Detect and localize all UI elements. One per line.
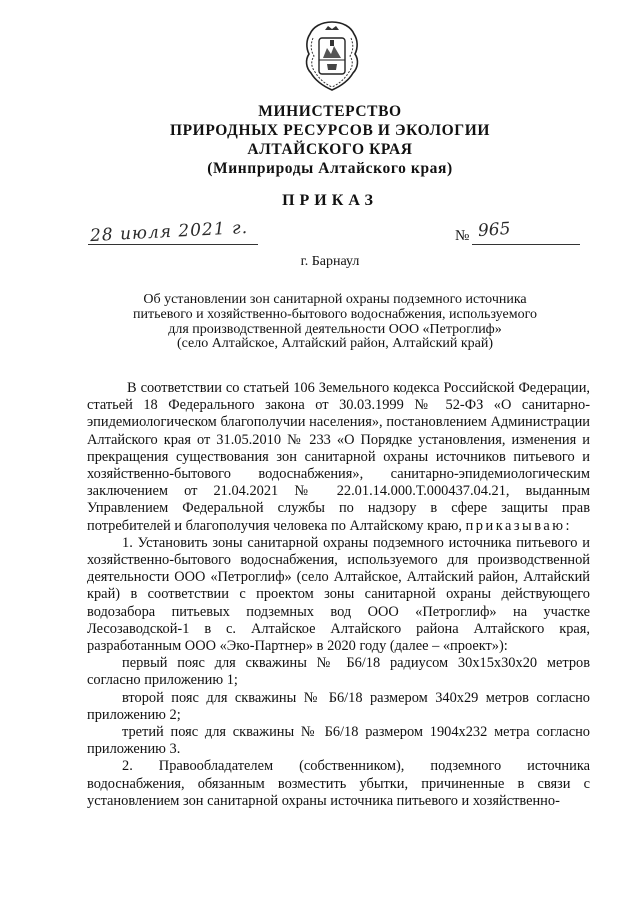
altai-krai-coat-of-arms-emblem xyxy=(301,18,363,94)
ministry-short-name: (Минприроды Алтайского края) xyxy=(207,160,453,177)
order-body xyxy=(87,380,590,810)
order-subject xyxy=(110,293,560,352)
order-word: приказываю: xyxy=(465,517,572,534)
preamble-paragraph xyxy=(87,380,590,535)
subject-line-3: для производственной деятельности ООО «Петроглиф» xyxy=(168,321,502,337)
item-2-paragraph: 2. Правообладателем (собственником), подземного источника водоснабжения, обязанным возместить убытки, причиненные в связи с установлением зон санитарной охраны источника питьевого и хозяйственно- xyxy=(87,758,590,809)
number-underline xyxy=(472,244,580,245)
ministry-line-1: МИНИСТЕРСТВО xyxy=(258,103,402,120)
ministry-line-3: АЛТАЙСКОГО КРАЯ xyxy=(247,141,413,158)
city-label: г. Барнаул xyxy=(300,254,360,269)
handwritten-order-number: 965 xyxy=(477,218,512,242)
belt-3-paragraph: третий пояс для скважины № Б6/18 размером 1904х232 метра согласно приложению 3. xyxy=(87,724,590,758)
subject-line-1: Об установлении зон санитарной охраны подземного источника xyxy=(143,292,527,307)
ministry-line-2: ПРИРОДНЫХ РЕСУРСОВ И ЭКОЛОГИИ xyxy=(169,122,491,139)
subject-line-2: питьевого и хозяйственно-бытового водоснабжения, используемого xyxy=(133,306,537,322)
order-number-label: № xyxy=(455,228,470,244)
preamble-text: В соответствии со статьей 106 Земельного кодекса Российской Федерации, статьей 18 Федерального закона от 30.03.1999 № 52-ФЗ «О санитарно-эпидемиологическом благополучии населения», постановлением Администрации Алтайского края от 31.05.2010 № 233 «О Порядке установления, изменения и прекращения существования зон санитарной охраны источников питьевого и хозяйственно-бытового водоснабжения», санитарно-эпидемиологическим заключением от 21.04.2021 № 22.01.14.000.Т.000437.04.21, выданным Управлением Федеральной службы по надзору в сфере защиты прав потребителей и благополучия человека по Алтайскому краю, xyxy=(87,380,590,534)
belt-2-paragraph: второй пояс для скважины № Б6/18 размером 340х29 метров согласно приложению 2; xyxy=(87,689,590,723)
document-type-heading: ПРИКАЗ xyxy=(282,192,378,209)
handwritten-date: 28 июля 2021 г. xyxy=(89,217,249,247)
subject-line-4: (село Алтайское, Алтайский район, Алтайский край) xyxy=(176,336,494,352)
item-1-paragraph: 1. Установить зоны санитарной охраны подземного источника питьевого и хозяйственно-бытового водоснабжения, используемого для производственной деятельности ООО «Петроглиф» (село Алтайское, Алтайский район, Алтайский край) в соответствии с проектом зоны санитарной охраны действующего водозабора питьевых подземных вод ООО «Петроглиф» на участке Лесозаводской-1 в с. Алтайское Алтайского района Алтайского края, разработанным ООО «Эко-Партнер» в 2020 году (далее – «проект»): xyxy=(87,534,590,655)
belt-1-paragraph: первый пояс для скважины № Б6/18 радиусом 30х15х30х20 метров согласно приложению 1; xyxy=(87,655,590,689)
date-underline xyxy=(88,244,258,245)
ministry-title xyxy=(150,102,510,178)
